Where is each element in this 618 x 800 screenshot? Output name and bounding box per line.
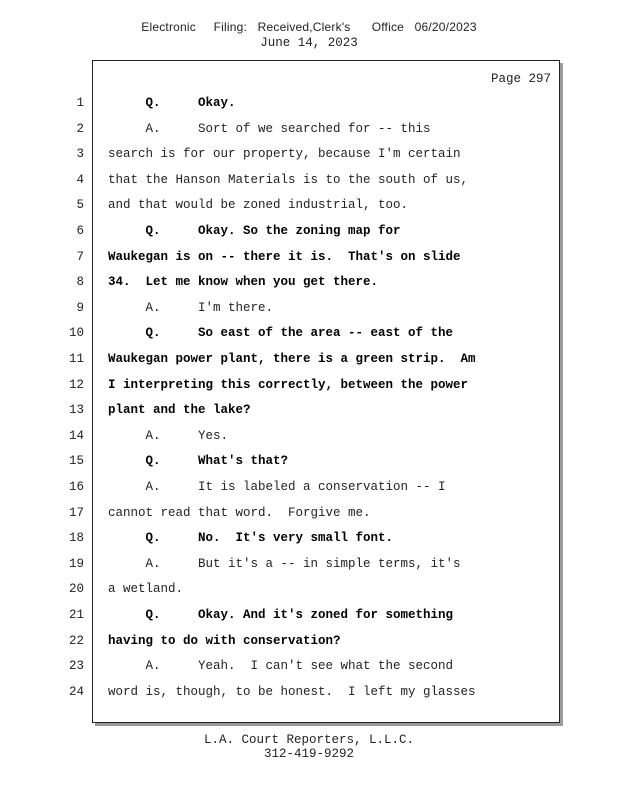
transcript-line: Q. Okay. So the zoning map for — [108, 224, 401, 238]
transcript-line: A. It is labeled a conservation -- I — [108, 480, 446, 494]
line-number: 17 — [68, 506, 84, 520]
transcript-line: word is, though, to be honest. I left my glasses — [108, 685, 476, 699]
line-number: 2 — [76, 122, 84, 136]
transcript-line: a wetland. — [108, 582, 184, 596]
transcript-line: Q. Okay. — [108, 96, 236, 110]
transcript-line: Q. No. It's very small font. — [108, 531, 394, 545]
transcript-line: A. Yeah. I can't see what the second — [108, 659, 454, 673]
line-number: 20 — [68, 582, 84, 596]
transcript-line: plant and the lake? — [108, 403, 251, 417]
line-number: 14 — [68, 429, 84, 443]
line-number: 23 — [68, 659, 84, 673]
transcript-line: I interpreting this correctly, between the power — [108, 378, 469, 392]
line-number: 10 — [68, 326, 84, 340]
footer-company: L.A. Court Reporters, L.L.C. — [203, 733, 415, 747]
line-number: 3 — [76, 147, 84, 161]
transcript-line: Waukegan is on -- there it is. That's on slide — [108, 250, 461, 264]
line-number: 6 — [76, 224, 84, 238]
transcript-line: search is for our property, because I'm certain — [108, 147, 461, 161]
line-number: 5 — [76, 198, 84, 212]
line-number: 12 — [68, 378, 84, 392]
transcript-line: that the Hanson Materials is to the south of us, — [108, 173, 469, 187]
line-number: 21 — [68, 608, 84, 622]
line-number: 19 — [68, 557, 84, 571]
footer-phone: 312-419-9292 — [263, 747, 354, 761]
transcript-line: A. Sort of we searched for -- this — [108, 122, 431, 136]
transcript-line: A. I'm there. — [108, 301, 274, 315]
line-number: 24 — [68, 685, 84, 699]
line-number: 18 — [68, 531, 84, 545]
transcript-line: Q. So east of the area -- east of the — [108, 326, 454, 340]
line-number: 8 — [76, 275, 84, 289]
line-number: 9 — [76, 301, 84, 315]
efiling-stamp: Electronic Filing: Received,Clerk's Office 06/20/2023 — [141, 20, 477, 34]
transcript-date: June 14, 2023 — [260, 36, 358, 50]
transcript-line: and that would be zoned industrial, too. — [108, 198, 409, 212]
transcript-line: Q. Okay. And it's zoned for something — [108, 608, 454, 622]
line-number: 16 — [68, 480, 84, 494]
line-number: 11 — [68, 352, 84, 366]
line-number: 7 — [76, 250, 84, 264]
line-number: 15 — [68, 454, 84, 468]
transcript-line: A. But it's a -- in simple terms, it's — [108, 557, 461, 571]
line-number: 4 — [76, 173, 84, 187]
transcript-line: cannot read that word. Forgive me. — [108, 506, 371, 520]
transcript-line: having to do with conservation? — [108, 634, 341, 648]
line-number: 22 — [68, 634, 84, 648]
transcript-line: A. Yes. — [108, 429, 229, 443]
page-number: Page 297 — [490, 72, 551, 86]
transcript-line: 34. Let me know when you get there. — [108, 275, 379, 289]
line-number: 13 — [68, 403, 84, 417]
transcript-line: Q. What's that? — [108, 454, 289, 468]
transcript-line: Waukegan power plant, there is a green strip. Am — [108, 352, 476, 366]
line-number: 1 — [76, 96, 84, 110]
